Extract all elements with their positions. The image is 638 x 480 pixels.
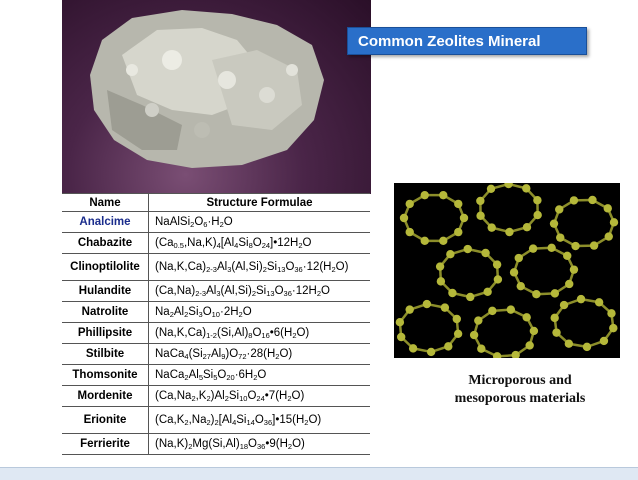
caption-line-1: Microporous and	[420, 372, 620, 390]
framework-atom	[460, 214, 468, 222]
zeolite-framework-image	[394, 183, 620, 358]
framework-atom	[577, 295, 585, 303]
framework-atom	[600, 337, 608, 345]
zeolite-name: Stilbite	[62, 344, 149, 365]
zeolite-formula: $(Ca,K_2,Na_2)_2[Al_4Si_{14}O_{36}]•15(H_2O)$	[149, 407, 371, 434]
footer-bar	[0, 467, 638, 480]
framework-atom	[493, 352, 501, 358]
framework-atom	[476, 197, 484, 205]
framework-atom	[529, 244, 537, 252]
zeolite-name: Analcime	[62, 212, 149, 233]
framework-atom	[570, 196, 578, 204]
slide-title: Common Zeolites Mineral	[347, 27, 587, 55]
column-header-formula: Structure Formulae	[149, 194, 371, 212]
framework-atom	[464, 245, 472, 253]
framework-atom	[454, 330, 462, 338]
framework-atom	[421, 237, 429, 245]
framework-atom	[488, 223, 496, 231]
zeolite-formula: $NaAlSi_2O_6\cdot H_2O$	[149, 212, 371, 233]
framework-atom	[444, 342, 452, 350]
zeolite-name: Chabazite	[62, 233, 149, 254]
structure-caption	[420, 372, 620, 408]
framework-atom	[437, 277, 445, 285]
framework-atom	[427, 348, 435, 356]
zeolite-name: Phillipsite	[62, 323, 149, 344]
framework-atom	[441, 303, 449, 311]
framework-atom	[522, 184, 530, 192]
framework-atom	[533, 196, 541, 204]
framework-atom	[400, 214, 408, 222]
framework-atom	[588, 196, 596, 204]
framework-atom	[494, 275, 502, 283]
framework-atom	[533, 211, 541, 219]
framework-atom	[436, 262, 444, 270]
zeolite-formula: $(Ca,Na)_{2-3}Al_3(Al,Si)_2Si_{13}O_{36}\cdot 12H_2O$	[149, 281, 371, 302]
framework-atom	[406, 200, 414, 208]
framework-atom	[405, 305, 413, 313]
framework-atom	[439, 191, 447, 199]
table-row	[62, 233, 370, 254]
framework-atom	[552, 328, 560, 336]
framework-atom	[565, 280, 573, 288]
table-row	[62, 434, 370, 455]
table-row	[62, 407, 370, 434]
framework-atom	[477, 345, 485, 353]
framework-atom	[483, 288, 491, 296]
zeolite-formula: $Na_2Al_2Si_3O_{10}\cdot 2H_2O$	[149, 302, 371, 323]
framework-atom	[607, 309, 615, 317]
framework-atom	[560, 301, 568, 309]
framework-atom	[474, 316, 482, 324]
table-row	[62, 302, 370, 323]
framework-atom	[423, 300, 431, 308]
framework-atom	[583, 343, 591, 351]
framework-atom	[530, 327, 538, 335]
zeolites-table	[62, 193, 370, 455]
table-row	[62, 344, 370, 365]
framework-atom	[523, 223, 531, 231]
framework-atom	[563, 252, 571, 260]
framework-atom	[505, 228, 513, 236]
framework-atom	[609, 324, 617, 332]
framework-atom	[571, 242, 579, 250]
table-row	[62, 323, 370, 344]
framework-atom	[570, 265, 578, 273]
table-row	[62, 386, 370, 407]
framework-atom	[406, 228, 414, 236]
zeolite-formula: $NaCa_4(Si_{27}Al_9)O_{72}\cdot 28(H_2O)$	[149, 344, 371, 365]
framework-atom	[590, 241, 598, 249]
framework-atom	[550, 314, 558, 322]
framework-atom	[525, 341, 533, 349]
zeolite-formula: $(Ca_{0.5},Na,K)_4[Al_4Si_8O_{24}]•12H_2O$	[149, 233, 371, 254]
framework-atom	[493, 260, 501, 268]
zeolite-name: Erionite	[62, 407, 149, 434]
framework-atom	[409, 344, 417, 352]
framework-atom	[515, 254, 523, 262]
framework-atom	[556, 233, 564, 241]
framework-atom	[547, 244, 555, 252]
framework-atom	[504, 183, 512, 188]
zeolite-formula: $(Na,K,Ca)_{1-2}(Si,Al)_8O_{16}•6(H_2O)$	[149, 323, 371, 344]
framework-atom	[454, 200, 462, 208]
framework-atom	[446, 250, 454, 258]
framework-atom	[550, 219, 558, 227]
framework-atom	[397, 333, 405, 341]
zeolite-mineral-photo	[62, 0, 371, 194]
column-header-name: Name	[62, 194, 149, 212]
framework-atom	[532, 290, 540, 298]
framework-atom	[454, 228, 462, 236]
zeolite-formula: $NaCa_2Al_5Si_5O_{20}\cdot 6H_2O$	[149, 365, 371, 386]
zeolite-name: Natrolite	[62, 302, 149, 323]
framework-atom	[610, 218, 618, 226]
zeolite-name: Thomsonite	[62, 365, 149, 386]
table-row	[62, 281, 370, 302]
framework-atom	[565, 340, 573, 348]
zeolite-name: Mordenite	[62, 386, 149, 407]
framework-atom	[595, 298, 603, 306]
table-header-row	[62, 194, 370, 212]
caption-line-2: mesoporous materials	[420, 390, 620, 408]
framework-atom	[487, 185, 495, 193]
table-row	[62, 365, 370, 386]
zeolite-name: Ferrierite	[62, 434, 149, 455]
framework-atom	[517, 282, 525, 290]
framework-atom	[488, 307, 496, 315]
framework-atom	[510, 268, 518, 276]
framework-atom	[476, 212, 484, 220]
zeolite-formula: $(Ca,Na_2,K_2)Al_2Si_{10}O_{24}•7(H_2O)$	[149, 386, 371, 407]
zeolite-name: Hulandite	[62, 281, 149, 302]
framework-atom	[466, 293, 474, 301]
framework-atom	[470, 331, 478, 339]
zeolite-name: Clinoptilolite	[62, 254, 149, 281]
framework-atom	[555, 205, 563, 213]
framework-atom	[439, 237, 447, 245]
framework-atom	[604, 204, 612, 212]
zeolite-formula: $(Na,K)_2Mg(Si,Al)_{18}O_{36}•9(H_2O)$	[149, 434, 371, 455]
framework-atom	[421, 191, 429, 199]
framework-atom	[448, 289, 456, 297]
framework-atom	[396, 318, 404, 326]
framework-atom	[522, 313, 530, 321]
table-row	[62, 212, 370, 233]
zeolite-formula: $(Na,K,Ca)_{2-3}Al_3(Al,Si)_2Si_{13}O_{36}\cdot 12(H_2O)$	[149, 254, 371, 281]
framework-atom	[551, 289, 559, 297]
framework-atom	[481, 249, 489, 257]
framework-atom	[605, 232, 613, 240]
framework-atom	[507, 305, 515, 313]
table-row	[62, 254, 370, 281]
framework-atom	[453, 315, 461, 323]
